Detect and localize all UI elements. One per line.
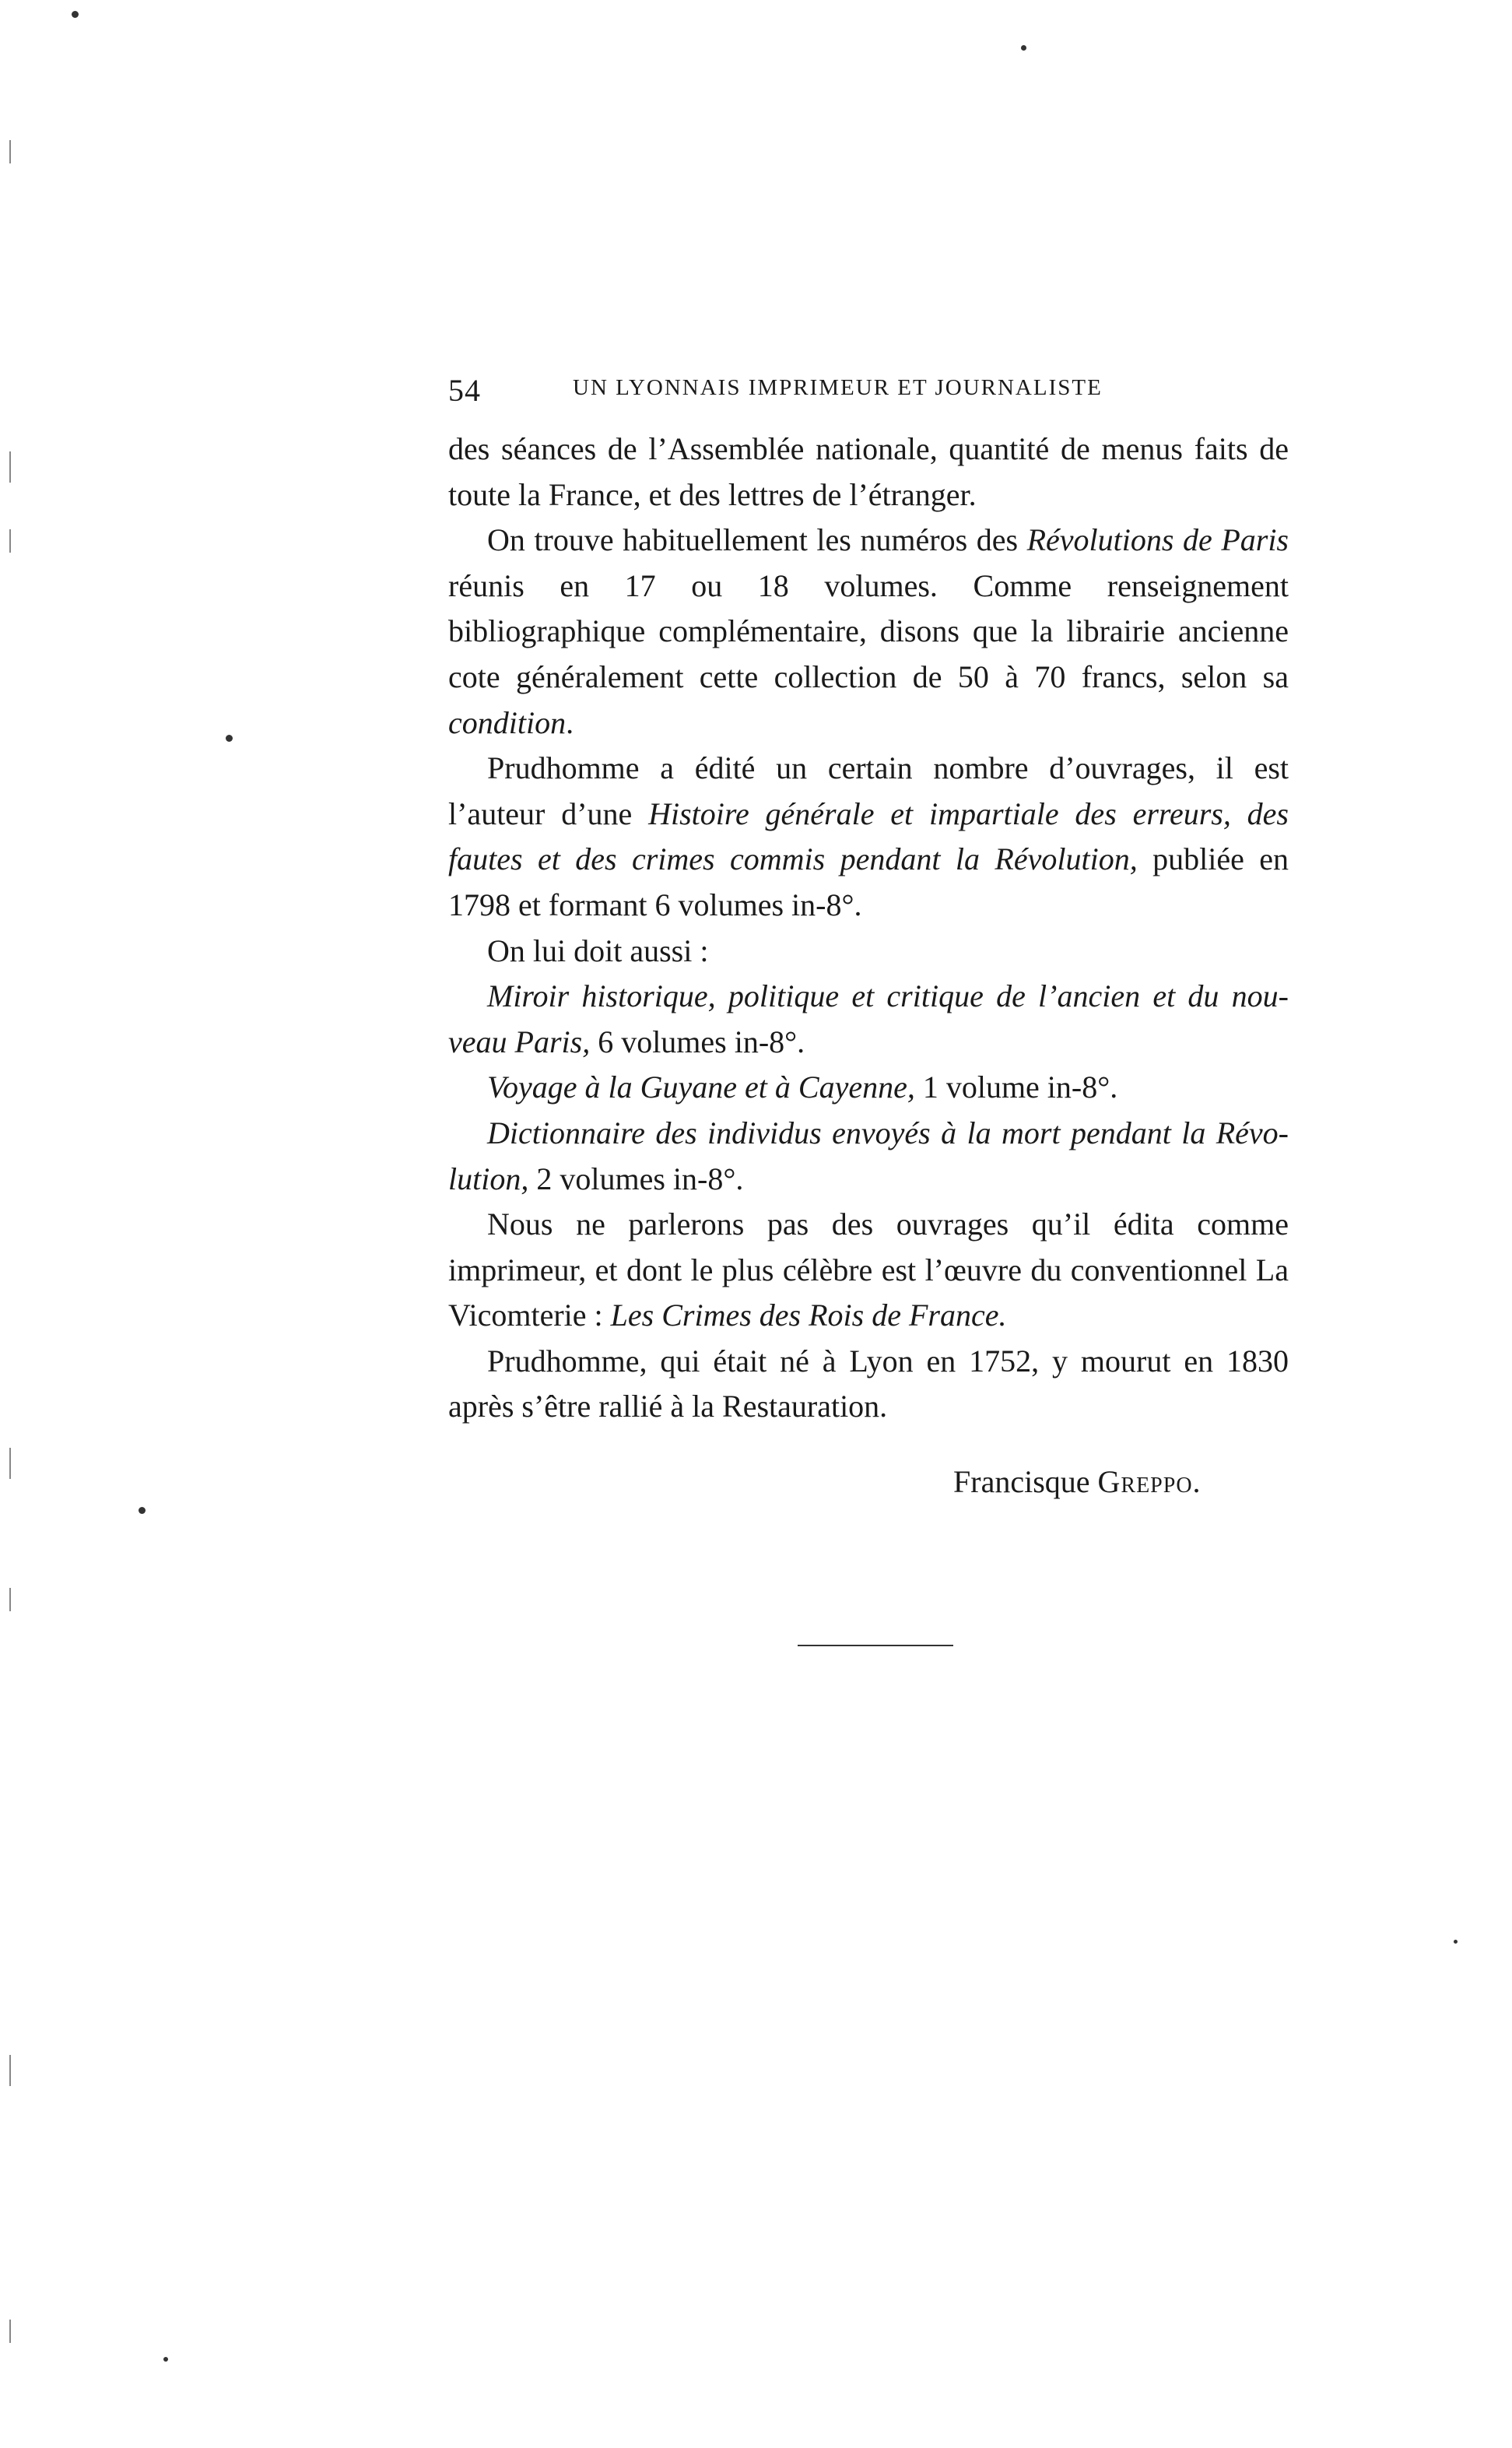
scan-speck <box>226 735 233 742</box>
section-end-rule <box>798 1645 953 1646</box>
scan-speck <box>139 1507 146 1514</box>
bibliography-entry <box>448 1065 1289 1111</box>
body-text <box>448 427 1289 1430</box>
signature-surname: Greppo. <box>1097 1464 1202 1499</box>
scan-edge-mark <box>9 2320 11 2343</box>
paragraph-text: 1 volume in-8°. <box>914 1069 1118 1105</box>
bibliography-entry <box>448 974 1289 1065</box>
signature-first-name: Francisque <box>953 1464 1090 1499</box>
paragraph-text: 6 volumes in-8°. <box>590 1024 805 1059</box>
italic-term: condition <box>448 704 567 740</box>
paragraph-text: réunis en 17 ou 18 volumes. Comme renseignement bibliographique complémentaire, disons que la librairie ancienne cote généralement cette collection de 50 à 70 francs, selon sa <box>448 567 1289 694</box>
book-title: Les Crimes des Rois de France. <box>610 1298 1007 1333</box>
book-title: Voyage à la Guyane et à Cayenne, <box>487 1069 915 1105</box>
book-title: Révolutions de Paris <box>1026 522 1289 558</box>
paragraph-text: Nous ne parlerons pas des ouvrages qu’il édita comme imprimeur, et dont le plus célèbre est l’œuvre du conventionnel La Vicomterie : <box>448 1206 1289 1333</box>
paragraph-text: Prudhomme a édité un certain nombre d’ouvrages, il est l’auteur d’une <box>448 750 1289 831</box>
scan-speck <box>1454 1940 1458 1944</box>
scan-edge-mark <box>9 451 11 483</box>
paragraph <box>448 1202 1289 1339</box>
scan-edge-mark <box>9 1588 11 1611</box>
paragraph <box>448 1339 1289 1430</box>
scan-speck <box>1021 45 1026 51</box>
author-signature <box>953 1463 1202 1500</box>
bibliography-entry <box>448 1111 1289 1202</box>
paragraph-text: des séances de l’Assemblée nationale, quantité de menus faits de toute la France, et des lettres de l’étranger. <box>448 431 1289 512</box>
paragraph-text: 2 volumes in-8°. <box>528 1161 744 1196</box>
page-header <box>448 372 1289 419</box>
scan-edge-mark <box>9 140 11 163</box>
running-head: UN LYONNAIS IMPRIMEUR ET JOURNALISTE <box>573 375 1103 400</box>
paragraph-text: Prudhomme, qui était né à Lyon en 1752, y mourut en 1830 après s’être rallié à la Restauration. <box>448 1343 1289 1424</box>
scan-speck <box>163 2357 168 2362</box>
paragraph <box>448 746 1289 928</box>
paragraph <box>448 929 1289 975</box>
paragraph-text: . <box>566 704 574 740</box>
book-title: Miroir historique, politique et critique de l’ancien et du nouveau Paris, <box>448 978 1289 1059</box>
paragraph-text: On lui doit aussi : <box>487 932 709 968</box>
scan-edge-mark <box>9 1448 11 1479</box>
book-title: Histoire générale et impartiale des erreurs, des fautes et des crimes commis pendant la Révolution, <box>448 796 1289 877</box>
scan-edge-mark <box>9 529 11 553</box>
paragraph <box>448 427 1289 518</box>
scan-speck <box>72 11 79 18</box>
paragraph-text: publiée en 1798 et formant 6 volumes in-8°. <box>448 841 1289 922</box>
scan-edge-mark <box>9 2055 11 2086</box>
page-number: 54 <box>448 373 481 408</box>
paragraph <box>448 518 1289 746</box>
book-title: Dictionnaire des individus envoyés à la mort pendant la Révolution, <box>448 1115 1289 1196</box>
paragraph-text: On trouve habituellement les numéros des <box>487 522 1027 558</box>
